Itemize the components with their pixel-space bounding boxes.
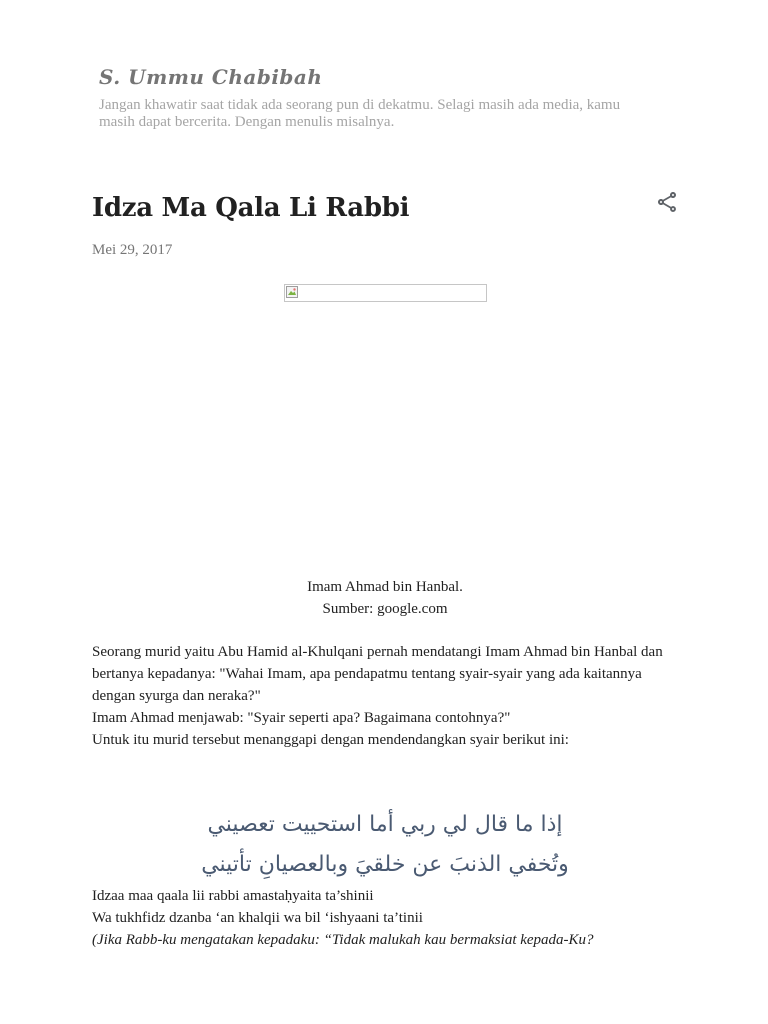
share-icon [655, 190, 679, 214]
broken-image-icon [286, 286, 298, 298]
image-caption [92, 576, 678, 620]
blog-description: Jangan khawatir saat tidak ada seorang pun di dekatmu. Selagi masih ada media, kamu masih dapat bercerita. Dengan menulis misalnya. [99, 97, 621, 130]
transliteration-line-1: Idzaa maa qaala lii rabbi amastaḥyaita ta’shinii [92, 888, 374, 904]
translation-text: (Jika Rabb-ku mengatakan kepadaku: “Tidak malukah kau bermaksiat kepada-Ku? [92, 932, 594, 948]
caption-line-1: Imam Ahmad bin Hanbal. [307, 579, 463, 595]
post-image[interactable] [284, 284, 487, 302]
post-title[interactable]: Idza Ma Qala Li Rabbi [92, 193, 410, 223]
share-button[interactable] [655, 190, 679, 214]
post-body [92, 641, 680, 751]
arabic-line-2: وتُخفي الذنبَ عن خلقيَ وبالعصيانِ تأتيني [201, 852, 569, 877]
paragraph: Untuk itu murid tersebut menanggapi dengan mendendangkan syair berikut ini: [92, 732, 569, 748]
transliteration-line-2: Wa tukhfidz dzanba ‘an khalqii wa bil ‘ishyaani ta’tinii [92, 910, 423, 926]
transliteration-block [92, 885, 680, 951]
paragraph: Seorang murid yaitu Abu Hamid al-Khulqani pernah mendatangi Imam Ahmad bin Hanbal dan bertanya kepadanya: "Wahai Imam, apa pendapatmu tentang syair-syair yang ada kaitannya dengan syurga dan neraka?" [92, 644, 663, 704]
blog-title[interactable]: S. Ummu Chabibah [99, 65, 323, 89]
caption-line-2: Sumber: google.com [322, 601, 448, 617]
arabic-line-1: إذا ما قال لي ربي أما استحييت تعصيني [207, 812, 563, 837]
arabic-verse [92, 805, 678, 885]
blog-header [99, 60, 639, 131]
post-date[interactable]: Mei 29, 2017 [92, 242, 173, 258]
paragraph: Imam Ahmad menjawab: "Syair seperti apa? Bagaimana contohnya?" [92, 710, 511, 726]
